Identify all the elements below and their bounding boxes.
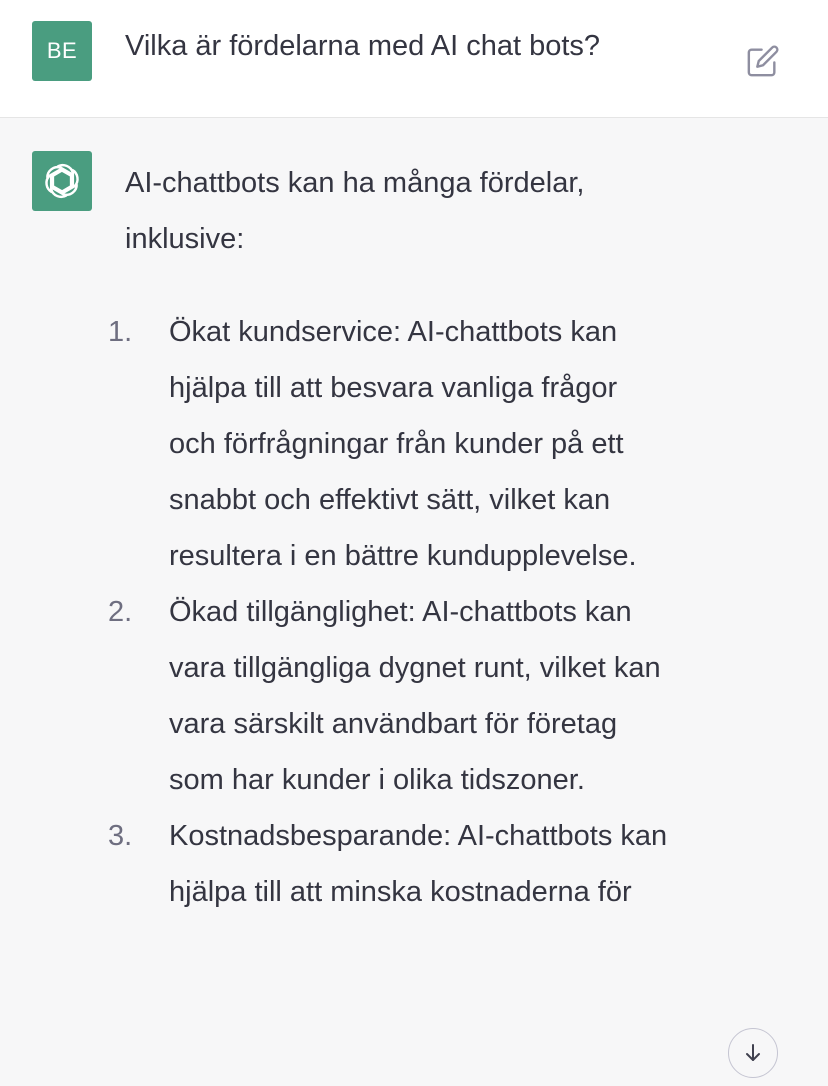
user-avatar-initials: BE: [46, 38, 78, 63]
user-avatar: [32, 21, 92, 81]
list-item-number: 3.: [108, 820, 133, 852]
edit-icon[interactable]: [746, 44, 780, 78]
list-item-text: Ökad tillgänglighet: AI-chattbots kan vara tillgängliga dygnet runt, vilket kan vara särskilt användbart för företag som har kunder i olika tidszoner.: [169, 596, 661, 796]
scroll-to-bottom-button[interactable]: [728, 1028, 778, 1078]
openai-logo-icon: [41, 160, 83, 202]
list-item: [108, 584, 708, 808]
user-message-text: Vilka är fördelarna med AI chat bots?: [125, 30, 601, 62]
list-item-number: 1.: [108, 316, 133, 348]
user-message-row: [0, 0, 828, 118]
list-item: [108, 304, 708, 584]
assistant-message-row: [0, 118, 828, 1086]
list-item: [108, 808, 708, 920]
assistant-avatar: [32, 151, 92, 211]
list-item-text: Kostnadsbesparande: AI-chattbots kan hjälpa till att minska kostnaderna för: [169, 820, 668, 908]
list-item-number: 2.: [108, 596, 133, 628]
answer-list: [108, 304, 708, 920]
assistant-intro-text: AI-chattbots kan ha många fördelar, inklusive:: [125, 167, 585, 255]
list-item-text: Ökat kundservice: AI-chattbots kan hjälpa till att besvara vanliga frågor och förfrågningar från kunder på ett snabbt och effektivt sätt, vilket kan resultera i en bättre kundupplevelse.: [169, 316, 637, 572]
arrow-down-icon: [741, 1041, 765, 1065]
